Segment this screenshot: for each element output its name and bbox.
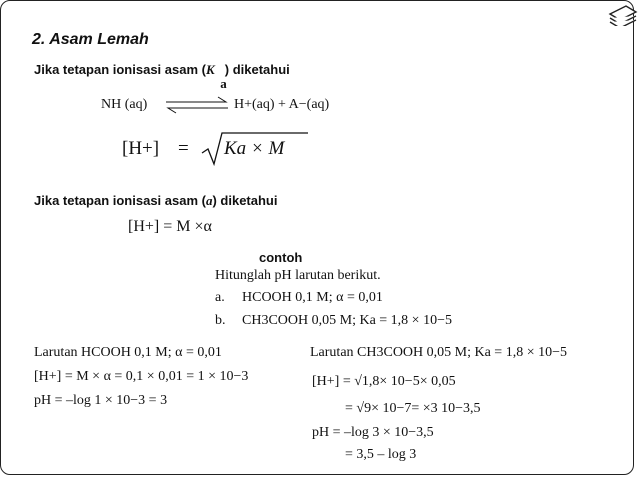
ka-intro: Jika tetapan ionisasi asam (K a) diketahui: [34, 62, 290, 91]
question-b-text: CH3COOH 0,05 M; Ka = 1,8 × 10−5: [242, 313, 452, 328]
answer-a-head: Larutan HCOOH 0,1 M; α = 0,01: [34, 345, 222, 360]
formula-ka-lhs: [H+]: [122, 138, 160, 159]
answer-a-line1: [H+] = M × α = 0,1 × 0,01 = 1 × 10−3: [34, 369, 249, 384]
formula-ka-radicand: Ka × M: [224, 138, 285, 159]
formula-alpha: [H+] = M ×α: [128, 218, 212, 235]
question-a-label: a.: [215, 290, 225, 305]
formula-ka-equals: =: [178, 138, 189, 159]
question-b-label: b.: [215, 313, 226, 328]
answer-b-line4: = 3,5 – log 3: [345, 447, 417, 462]
answer-b-line2: = √9× 10−7= ×3 10−3,5: [345, 401, 481, 416]
question-prompt: Hitunglah pH larutan berikut.: [215, 268, 381, 283]
slide-corner-icon: [606, 0, 638, 26]
equilibrium-arrow-icon: [164, 96, 230, 114]
answer-a-line2: pH = –log 1 × 10−3 = 3: [34, 393, 168, 408]
answer-b-line1: [H+] = √1,8× 10−5× 0,05: [312, 374, 456, 389]
answer-b-line3: pH = –log 3 × 10−3,5: [312, 425, 434, 440]
equilibrium-right: H+(aq) + A−(aq): [234, 97, 330, 112]
alpha-intro: Jika tetapan ionisasi asam (a) diketahui: [34, 193, 278, 208]
answer-b-head: Larutan CH3COOH 0,05 M; Ka = 1,8 × 10−5: [310, 345, 567, 360]
slide-title: 2. Asam Lemah: [32, 31, 149, 48]
contoh-label: contoh: [259, 250, 303, 265]
equilibrium-left: NH (aq): [101, 97, 148, 112]
question-a-text: HCOOH 0,1 M; α = 0,01: [242, 290, 383, 305]
